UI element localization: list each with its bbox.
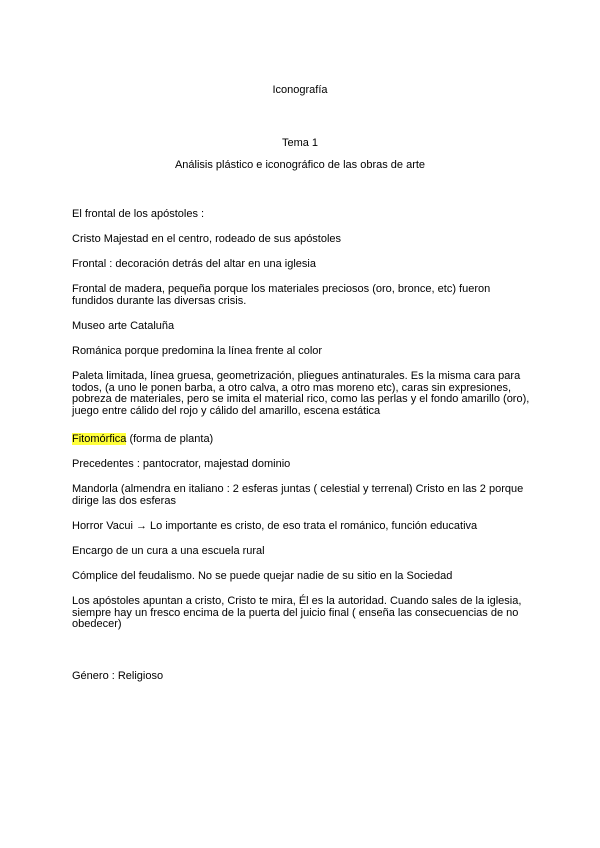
paragraph-mandorla: Mandorla (almendra en italiano : 2 esferas juntas ( celestial y terrenal) Cristo en las 2 porque dirige las dos esferas — [72, 483, 524, 507]
paragraph-feudalismo: Cómplice del feudalismo. No se puede quejar nadie de su sitio en la Sociedad — [72, 570, 453, 582]
paragraph-museo: Museo arte Cataluña — [72, 320, 175, 332]
paragraph-frontal-apostoles: El frontal de los apóstoles : — [72, 208, 205, 220]
paragraph-genero: Género : Religioso — [72, 670, 164, 682]
paragraph-frontal-madera: Frontal de madera, pequeña porque los materiales preciosos (oro, bronce, etc) fueron fundidos durante las diversas crisis. — [72, 283, 491, 307]
highlighted-term: Fitomórfica — [72, 433, 127, 445]
paragraph-paleta: Paleta limitada, línea gruesa, geometrización, pliegues antinaturales. Es la misma cara para todos, (a uno le ponen barba, a otro calva, a otro mas moreno etc), caras sin expresiones, pobreza de materiales, pero se imita el material rico, como las perlas y el fondo amarillo (oro), juego entre cálido del rojo y cálido del amarillo, escena estática — [72, 370, 530, 417]
paragraph-cristo-majestad: Cristo Majestad en el centro, rodeado de sus apóstoles — [72, 233, 342, 245]
document-subtitle: Análisis plástico e iconográfico de las obras de arte — [174, 159, 426, 171]
paragraph-fitomorfica — [72, 434, 532, 446]
document-title: Iconografía — [272, 84, 328, 96]
paragraph-precedentes: Precedentes : pantocrator, majestad dominio — [72, 458, 291, 470]
paragraph-frontal-definicion: Frontal : decoración detrás del altar en una iglesia — [72, 258, 316, 270]
fitomorfica-description: (forma de planta) — [126, 433, 214, 445]
paragraph-apostoles-apuntan: Los apóstoles apuntan a cristo, Cristo te mira, Él es la autoridad. Cuando sales de la iglesia, siempre hay un fresco encima de la puerta del juicio final ( enseña las consecuencias de no obedecer) — [72, 595, 522, 631]
paragraph-encargo: Encargo de un cura a una escuela rural — [72, 545, 265, 557]
paragraph-romanica: Románica porque predomina la línea frente al color — [72, 345, 323, 357]
tema-heading: Tema 1 — [281, 137, 319, 149]
paragraph-horror-vacui: Horror Vacui → Lo importante es cristo, de eso trata el románico, función educativa — [72, 520, 478, 532]
